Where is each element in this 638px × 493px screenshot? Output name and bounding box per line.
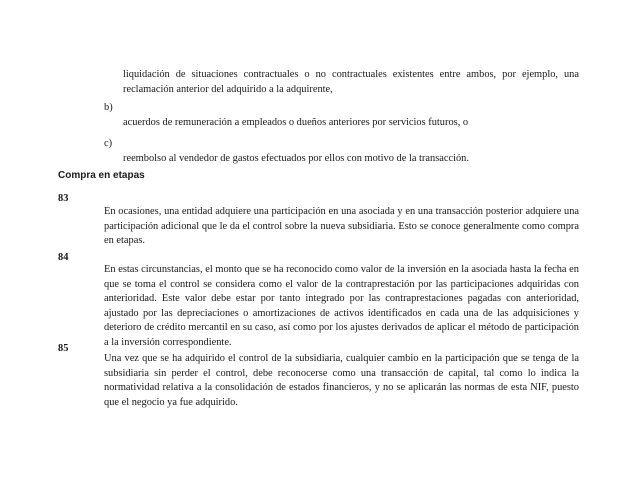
section-heading: Compra en etapas <box>58 170 145 181</box>
list-marker-b: b) <box>104 102 113 113</box>
paragraph-text: Una vez que se ha adquirido el control de la subsidiaria, cualquier cambio en la participación que se tenga de la subsidiaria sin perder el control, debe reconocerse como una transacción de capital, tal como lo indica la normatividad relativa a la consolidación de estados financieros, y no se aplicarán las normas de esta NIF, puesto que el negocio ya fue adquirido. <box>104 353 579 408</box>
list-item-b: acuerdos de remuneración a empleados o dueños anteriores por servicios futuros, o <box>123 117 469 128</box>
paragraph-text: En estas circunstancias, el monto que se ha reconocido como valor de la inversión en la asociada hasta la fecha en que se toma el control se considera como el valor de la contraprestación por las participaciones adquiridas con anterioridad. Este valor debe estar por tanto integrado por las contraprestaciones pagadas con anterioridad, ajustado por las depreciaciones o amortizaciones de activos identificados en cada una de las adquisiciones y deterioro de crédito mercantil en su caso, así como por los ajustes derivados de aplicar el método de participación a la inversión correspondiente. <box>104 264 579 348</box>
list-item-continuation: liquidación de situaciones contractuales o no contractuales existentes entre ambos, por ejemplo, una reclamación anterior del adquirido a la adquirente, <box>123 69 579 95</box>
list-marker-c: c) <box>104 138 113 149</box>
paragraph-text: En ocasiones, una entidad adquiere una participación en una asociada y en una transacción posterior adquiere una participación adicional que le da el control sobre la nueva subsidiaria. Esto se conoce generalmente como compra en etapas. <box>104 206 579 247</box>
paragraph-number: 84 <box>58 252 69 263</box>
list-item-c: reembolso al vendedor de gastos efectuados por ellos con motivo de la transacción. <box>123 153 469 164</box>
paragraph-number: 85 <box>58 343 69 354</box>
paragraph-number: 83 <box>58 193 69 204</box>
